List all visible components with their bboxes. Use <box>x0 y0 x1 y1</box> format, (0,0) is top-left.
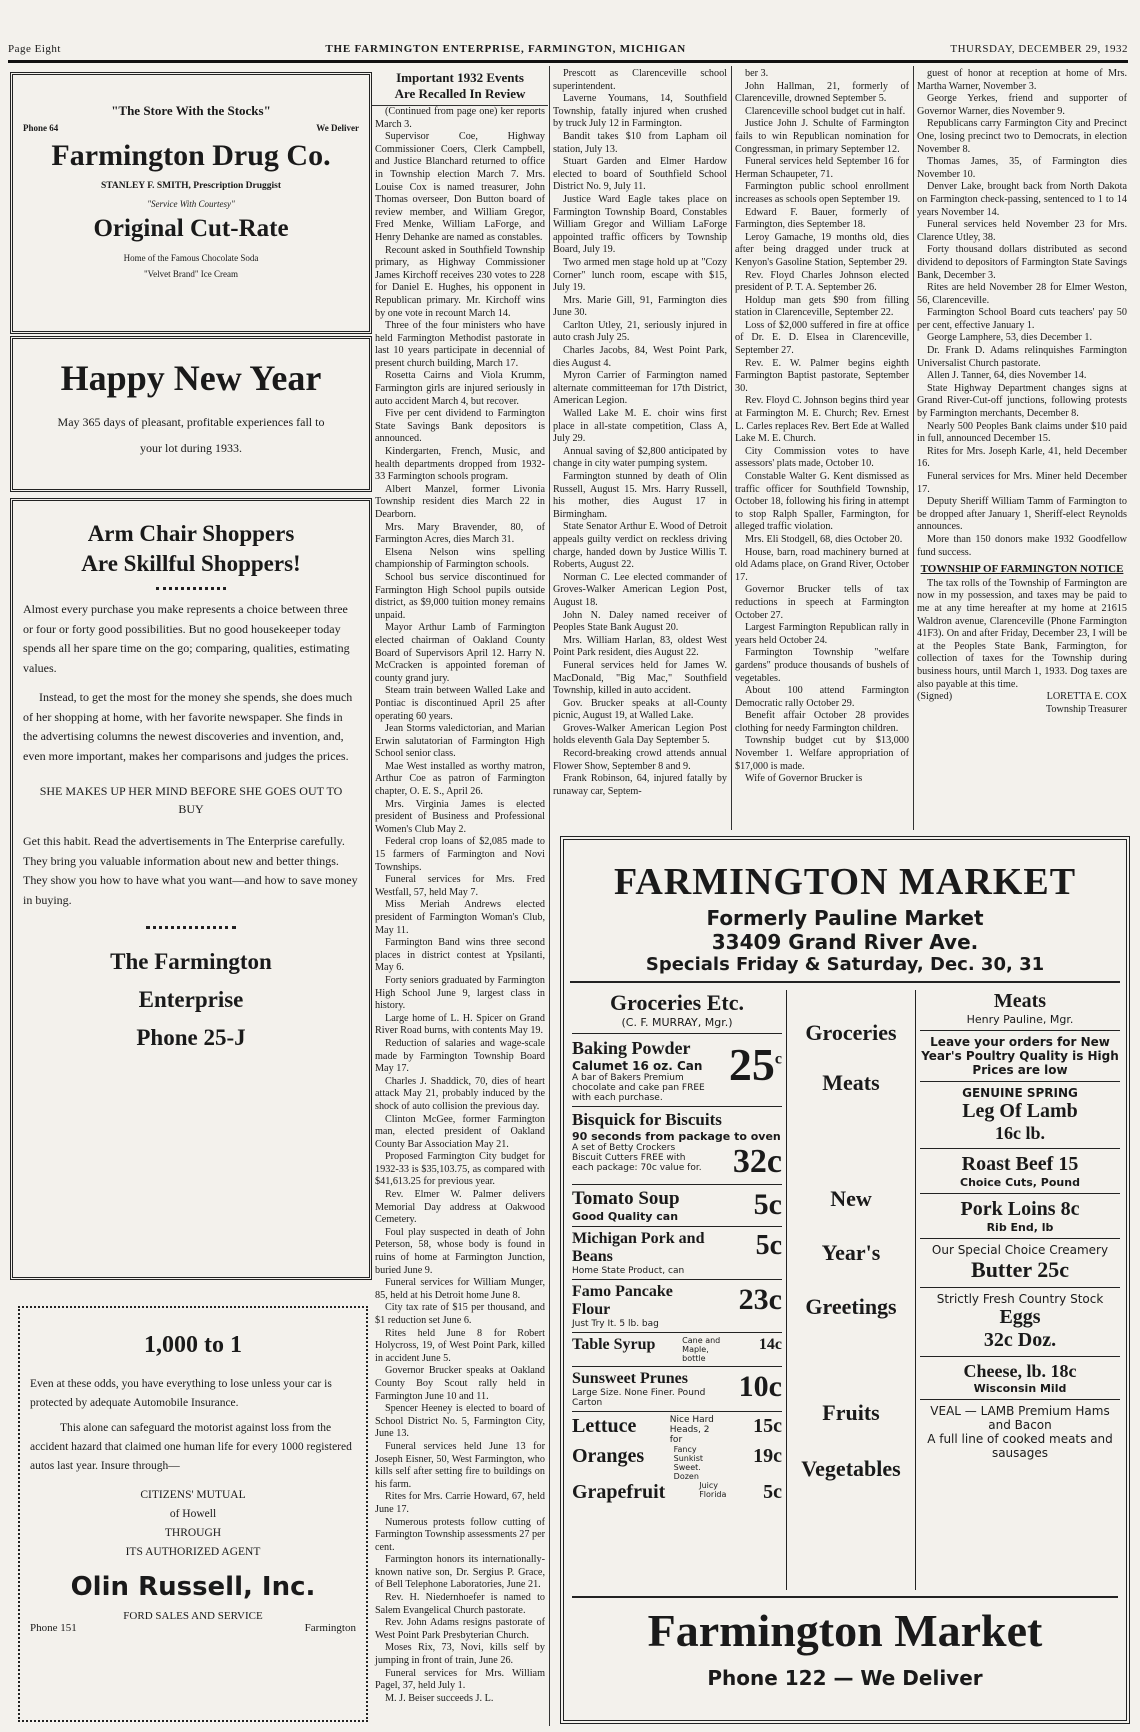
grapefruit-sub: Juicy Florida <box>699 1481 727 1499</box>
review-item: Five per cent dividend to Farmington State Savings Bank depositors is announced. <box>375 408 545 445</box>
review-item: Funeral services for William Munger, 85, held at his Detroit home June 8. <box>375 1277 545 1301</box>
review-item: Forty seniors graduated by Farmington High School June 9, largest class in history. <box>375 974 545 1012</box>
review-item: Mrs. Eli Stodgell, 68, dies October 20. <box>745 533 903 545</box>
review-item: State Senator Arthur E. Wood of Detroit appeals guilty verdict on reckless driving charge, handed down by Justice Willis T. Roberts, August 22. <box>553 521 727 571</box>
review-item: Charles J. Shaddick, 70, dies of heart attack May 21, probably induced by the shock of auto collision the previous day. <box>375 1075 545 1112</box>
review-item: Myron Carrier of Farmington named alternate committeeman for 17th District, American Legion. <box>553 370 727 407</box>
sunsweet-prunes: Sunsweet Prunes <box>572 1370 689 1387</box>
review-item: Township budget cut by $13,000 November 1. Welfare appropriation of $17,000 is made. <box>735 735 909 772</box>
review-item: Carlton Utley, 21, seriously injured in auto crash July 25. <box>553 319 727 344</box>
page-header <box>8 40 1128 58</box>
armchair-mind: SHE MAKES UP HER MIND BEFORE SHE GOES OUT TO BUY <box>39 784 343 816</box>
review-item: (Continued from page one) ker reports March 3. <box>375 106 545 130</box>
tomato-soup: Tomato Soup <box>572 1188 680 1209</box>
review-item: Farmington Township "welfare gardens" produce thousands of bushels of vegetables. <box>735 647 909 684</box>
famo-flour-price: 23c <box>738 1283 782 1316</box>
review-item: Kindergarten, French, Music, and health departments dropped from 1932-33 Farmington schools program. <box>375 446 545 483</box>
new-year-title: Happy New Year <box>60 358 322 398</box>
pork-beans: Michigan Pork and Beans <box>572 1230 705 1265</box>
review-item: Rites for Mrs. Carrie Howard, 67, held June 17. <box>375 1491 545 1515</box>
review-item: Mae West installed as worthy matron, Arthur Coe as patron of Farmington chapter, O. E. S., April 26. <box>375 760 545 798</box>
review-item: Steam train between Walled Lake and Pontiac is discontinued April 25 after operating 60 years. <box>375 685 545 722</box>
lettuce-price: 15c <box>753 1415 782 1437</box>
roast-beef: Roast Beef 15 <box>961 1153 1079 1175</box>
review-item: Groves-Walker American Legion Post holds eleventh Gala Day September 5. <box>553 722 727 747</box>
review-item: Recount asked in Southfield Township primary, as Highway Commissioner James Kirchoff receives 230 votes to 228 for Daniel E. Hughes, his opponent in Republican primary. Mr. Kirchoff wins by one vote in recount March 14. <box>375 244 545 319</box>
table-syrup: Table Syrup <box>572 1336 656 1353</box>
review-item: Funeral services for Mrs. William Pagel, 37, held July 1. <box>375 1667 545 1692</box>
review-item: Rites held June 8 for Robert Holycross, 19, of West Point Park, killed in accident June 5. <box>375 1327 545 1364</box>
review-item: Supervisor Coe, Highway Commissioner Coers, Clerk Campbell, and Justice Blanchard returned to office in Township election March 7. Mrs. Louise Cox is named treasurer, John Thomas overseer, Don Button board of review member, and William Gregor, Fred Menke, William LaForge, and Henry Dehanke are named as constables. <box>375 131 545 243</box>
insurance-title: 1,000 to 1 <box>144 1332 242 1358</box>
review-item: Laverne Youmans, 14, Southfield Township, fatally injured when crushed by truck July 12 in Farmington. <box>553 93 727 130</box>
review-item: Governor Brucker tells of tax reductions in speech at Farmington October 27. <box>735 584 909 621</box>
review-item: Farmington stunned by death of Olin Russell, August 15. Mrs. Harry Russell, his mother, dies August 17 in Birmingham. <box>553 471 727 520</box>
review-item: Funeral services held November 23 for Mrs. Clarence Utley, 38. <box>917 219 1127 243</box>
review-item: Republicans carry Farmington City and Precinct One, losing precinct two to Democrats, in election November 8. <box>917 118 1127 155</box>
eggs-price: 32c Doz. <box>983 1329 1057 1351</box>
mid-fruits: Fruits <box>822 1400 880 1425</box>
review-item: Dr. Frank D. Adams relinquishes Farmington Universalist Church pastorate. <box>917 345 1127 369</box>
groceries-head: Groceries Etc. <box>610 990 744 1015</box>
review-item: Walled Lake M. E. choir wins first place in all-state competition, Class A, July 29. <box>553 408 727 445</box>
insurance-through: THROUGH <box>164 1527 222 1539</box>
poultry-orders: Leave your orders for New Year's Poultry Quality is High Prices are low <box>921 1035 1119 1077</box>
groceries-column <box>572 990 782 1590</box>
notice-heading: TOWNSHIP OF FARMINGTON NOTICE <box>920 563 1124 576</box>
armchair-p3: Get this habit. Read the advertisements in The Enterprise carefully. They bring you valuable information about new and better things. They show you how to have what you want—and how to save money in buying. <box>23 834 358 907</box>
roast-beef-sub: Choice Cuts, Pound <box>960 1176 1080 1189</box>
armchair-title-2: Are Skillful Shoppers! <box>81 551 301 576</box>
prunes-sub: Large Size. None Finer. Pound Carton <box>572 1388 706 1408</box>
baking-powder-sub: Calumet 16 oz. Can <box>572 1059 703 1073</box>
review-item: Loss of $2,000 suffered in fire at office of Dr. E. D. Elsea in Clarenceville, September 27. <box>735 319 909 357</box>
insurance-howell: of Howell <box>169 1508 217 1520</box>
review-item: Record-breaking crowd attends annual Flower Show, September 8 and 9. <box>553 748 727 772</box>
pork-loins: Pork Loins 8c <box>960 1198 1080 1220</box>
greetings-column <box>786 990 916 1590</box>
review-item: Farmington public school enrollment increases as schools open September 19. <box>735 181 909 205</box>
cooked-meats: A full line of cooked meats and sausages <box>927 1432 1113 1460</box>
famo-flour: Famo Pancake Flour <box>572 1283 673 1318</box>
ornament-rule <box>156 587 226 590</box>
review-item: Norman C. Lee elected commander of Groves-Walker American Legion Post, August 18. <box>553 571 727 608</box>
review-item: Rites for Mrs. Joseph Karle, 41, held December 16. <box>917 445 1127 470</box>
armchair-p1: Almost every purchase you make represents a choice between three or four or forty good possibilities. But no good housekeeper today spends all her spare time on the go; comparing, qualities, estimating values. <box>23 602 350 675</box>
insurance-ad <box>18 1306 368 1722</box>
review-item: George Lamphere, 53, dies December 1. <box>927 332 1093 344</box>
review-item: House, barn, road machinery burned at old Adams place, on Grand River, October 17. <box>735 546 909 583</box>
review-column-3 <box>732 68 912 830</box>
review-item: Clinton McGee, former Farmington man, elected president of Oakland County Bar Association May 21. <box>375 1113 545 1150</box>
market-footer-name: Farmington Market <box>647 1605 1043 1656</box>
insurance-agent: ITS AUTHORIZED AGENT <box>125 1546 261 1558</box>
drug-service: "Service With Courtesy" <box>147 199 235 209</box>
newspaper-title: THE FARMINGTON ENTERPRISE, FARMINGTON, MICHIGAN <box>325 43 687 55</box>
armchair-title-1: Arm Chair Shoppers <box>87 521 295 546</box>
review-item: Rev. E. W. Palmer begins eighth Farmington Baptist pastorate, September 30. <box>735 357 909 394</box>
insurance-phone: Phone 151 <box>30 1622 77 1634</box>
review-item: Three of the four ministers who have held Farmington Methodist pastorate in last 10 years participate in decennial of present church building, March 17. <box>375 320 545 369</box>
insurance-agency: Olin Russell, Inc. <box>70 1572 316 1602</box>
market-formerly: Formerly Pauline Market <box>706 906 984 930</box>
review-item: Justice John J. Schulte of Farmington fails to win Republican nomination for Congressman, in primary September 12. <box>735 118 909 155</box>
review-item: Stuart Garden and Elmer Hardow elected to board of Southfield School District No. 9, July 11. <box>553 156 727 193</box>
review-item: Funeral services held June 13 for Joseph Eisner, 50, West Farmington, who kills self after setting fire to buildings on his farm. <box>375 1440 545 1490</box>
review-item: Prescott as Clarenceville school superintendent. <box>553 68 727 92</box>
review-item: Farmington School Board cuts teachers' pay 50 per cent, effective January 1. <box>917 307 1127 331</box>
meats-column <box>920 990 1120 1590</box>
fresh-country: Strictly Fresh Country Stock <box>936 1292 1104 1306</box>
review-item: Funeral services held September 16 for Herman Schaupeter, 71. <box>735 156 909 180</box>
cheese-sub: Wisconsin Mild <box>973 1382 1067 1395</box>
leg-of-lamb: Leg Of Lamb <box>962 1100 1078 1122</box>
review-column-4 <box>914 68 1130 830</box>
table-syrup-price: 14c <box>758 1336 782 1353</box>
review-column-2 <box>550 68 730 830</box>
butter: Butter 25c <box>971 1257 1069 1282</box>
oranges: Oranges <box>572 1445 645 1467</box>
armchair-shoppers-ad <box>10 498 372 1280</box>
review-item: Farmington honors its internationally-known native son, Dr. Sergius P. Grace, of Bell Telephone Laboratories, June 21. <box>375 1554 545 1591</box>
review-item: Thomas James, 35, of Farmington dies November 10. <box>917 156 1127 180</box>
insurance-mutual: CITIZENS' MUTUAL <box>140 1489 246 1501</box>
drug-slogan: "The Store With the Stocks" <box>111 103 271 118</box>
cents-sign: c <box>774 1050 782 1068</box>
review-item: Farmington Band wins three second places in district contest at Ypsilanti, May 6. <box>375 937 545 974</box>
review-item: Jean Storms valedictorian, and Marian Erwin salutatorian of Farmington High School senior class. <box>375 723 545 760</box>
review-item: Funeral services for Mrs. Miner held December 17. <box>917 471 1127 495</box>
review-item: Mrs. Marie Gill, 91, Farmington dies June 30. <box>553 294 727 319</box>
review-item: State Highway Department changes signs at Grand River-Cut-off junctions, following protests by Farmington merchants, December 8. <box>917 382 1127 420</box>
review-item: Forty thousand dollars distributed as second dividend to depositors of Farmington State Savings Bank, December 3. <box>917 244 1127 281</box>
issue-date: THURSDAY, DECEMBER 29, 1932 <box>950 43 1128 55</box>
lamb-price: 16c lb. <box>994 1123 1045 1143</box>
insurance-town: Farmington <box>304 1622 356 1634</box>
meats-head: Meats <box>993 990 1047 1012</box>
review-item: Miss Meriah Andrews elected president of Farmington Woman's Club, May 11. <box>375 899 545 936</box>
bisquick-price: 32c <box>732 1143 782 1180</box>
review-item: Rev. Floyd Charles Johnson elected president of P. T. A. September 26. <box>735 269 909 294</box>
review-item: Rev. John Adams resigns pastorate of West Point Park Presbyterian Church. <box>375 1617 545 1641</box>
review-item: Leroy Gamache, 19 months old, dies after being dragged under truck at Kenyon's Gasoline Station, September 29. <box>735 231 909 268</box>
review-head-2: Are Recalled In Review <box>394 86 526 101</box>
tomato-soup-price: 5c <box>753 1188 782 1221</box>
review-item: Gov. Brucker speaks at all-County picnic, August 19, at Walled Lake. <box>553 697 727 722</box>
grapefruit: Grapefruit <box>572 1481 666 1503</box>
review-column-1 <box>372 106 548 1724</box>
review-item: Wife of Governor Brucker is <box>745 773 863 785</box>
review-item: John N. Daley named receiver of Peoples State Bank August 20. <box>553 609 727 634</box>
review-item: M. J. Beiser succeeds J. L. <box>385 1692 494 1704</box>
review-item: Charles Jacobs, 84, West Point Park, dies August 4. <box>553 345 727 369</box>
market-address: 33409 Grand River Ave. <box>711 930 979 954</box>
review-item: Albert Manzel, former Livonia Township resident dies March 22 in Dearborn. <box>375 483 545 520</box>
review-item: Funeral services held for James W. MacDonald, "Big Mac," Southfield Township, killed in auto accident. <box>553 659 727 697</box>
review-item: City tax rate of $15 per thousand, and $1 reduction set June 6. <box>375 1302 545 1326</box>
famo-flour-sub: Just Try It. 5 lb. bag <box>572 1319 659 1329</box>
tomato-soup-sub: Good Quality can <box>572 1210 679 1223</box>
notice-signer: LORETTA E. COX <box>1046 691 1127 703</box>
review-item: George Yerkes, friend and supporter of Governor Warner, dies November 9. <box>917 93 1127 117</box>
review-item: John Hallman, 21, formerly of Clarenceville, drowned September 5. <box>735 80 909 105</box>
bisquick-sub: 90 seconds from package to oven <box>572 1130 781 1143</box>
notice-signer-title: Township Treasurer <box>1045 703 1127 715</box>
mid-years: Year's <box>821 1240 881 1265</box>
genuine-spring: GENUINE SPRING <box>962 1086 1078 1100</box>
review-item: Governor Brucker speaks at Oakland County Boy Scout rally held in Farmington June 10 and 11. <box>375 1365 545 1402</box>
review-item: Clarenceville school budget cut in half. <box>745 105 906 117</box>
baking-powder-price: 25 <box>728 1039 775 1090</box>
market-name: FARMINGTON MARKET <box>613 861 1077 903</box>
pork-loins-sub: Rib End, lb <box>986 1221 1054 1234</box>
pork-beans-price: 5c <box>755 1230 782 1261</box>
review-item: Denver Lake, brought back from North Dakota on Farmington check-passing, sentenced to 1 to 14 years November 14. <box>917 181 1127 218</box>
special-creamery: Our Special Choice Creamery <box>931 1243 1109 1257</box>
farmington-market-ad <box>560 836 1130 1724</box>
review-item: Mayor Arthur Lamb of Farmington elected chairman of Oakland County Board of Supervisors April 12. Harry N. McCracken is appointed foreman of county grand jury. <box>375 622 545 684</box>
review-item: Justice Ward Eagle takes place on Farmington Township Board, Constables William Gregor and William LaForge appointed traffic officers by Township Board, July 19. <box>553 193 727 256</box>
review-headline <box>372 70 548 106</box>
new-year-ad <box>10 336 372 492</box>
drug-name: Farmington Drug Co. <box>51 139 331 172</box>
review-item: About 100 attend Farmington Democratic rally October 29. <box>735 685 909 709</box>
review-item: Rev. Elmer W. Palmer delivers Memorial Day address at Oakwood Cemetery. <box>375 1189 545 1226</box>
drug-phone: Phone 64 <box>23 123 59 133</box>
mid-groceries: Groceries <box>805 1020 897 1045</box>
mid-meats: Meats <box>822 1070 880 1095</box>
review-item: Spencer Heeney is elected to board of School District No. 5, Farmington City, June 13. <box>375 1403 545 1440</box>
mid-new: New <box>830 1186 872 1211</box>
grapefruit-price: 5c <box>763 1481 782 1503</box>
oranges-price: 19c <box>753 1445 782 1467</box>
lettuce-sub: Nice Hard Heads, 2 for <box>669 1415 714 1445</box>
baking-powder: Baking Powder <box>572 1038 691 1058</box>
prunes-price: 10c <box>738 1370 782 1403</box>
review-item: Two armed men stage hold up at "Cozy Corner" lunch room, escape with $15, July 19. <box>553 256 727 294</box>
review-item: Nearly 500 Peoples Bank claims under $10 paid in full, announced December 15. <box>917 420 1127 445</box>
review-item: Rites are held November 28 for Elmer Weston, 56, Clarenceville. <box>917 282 1127 306</box>
bisquick-desc: A set of Betty Crockers Biscuit Cutters FREE with each package: 70c value for. <box>572 1143 702 1173</box>
review-item: Reduction of salaries and wage-scale made by Farmington Township Board May 17. <box>375 1037 545 1075</box>
review-head-1: Important 1932 Events <box>396 70 524 85</box>
review-item: Allen J. Tanner, 64, dies November 14. <box>927 370 1087 382</box>
cheese: Cheese, lb. 18c <box>963 1361 1077 1381</box>
review-item: Mrs. Mary Bravender, 80, of Farmington Acres, dies March 31. <box>375 521 545 546</box>
review-item: ber 3. <box>745 68 769 79</box>
review-item: School bus service discontinued for Farmington High School pupils outside district, as $9,000 tuition money remains unpaid. <box>375 571 545 621</box>
insurance-p1: Even at these odds, you have everything to lose unless your car is protected by adequate Automobile Insurance. <box>30 1378 332 1409</box>
review-item: Elsena Nelson wins spelling championship of Farmington schools. <box>375 546 545 571</box>
review-item: Mrs. Virginia James is elected president of Business and Professional Women's Club May 2. <box>375 798 545 835</box>
eggs: Eggs <box>999 1306 1041 1328</box>
page-number: Page Eight <box>8 43 61 55</box>
review-item: Deputy Sheriff William Tamm of Farmington to be dropped after January 1, Sheriff-elect Reynolds announces. <box>917 496 1127 533</box>
mid-vegetables: Vegetables <box>801 1456 901 1481</box>
review-item: Bandit takes $10 from Lapham oil station, July 13. <box>553 130 727 155</box>
lettuce: Lettuce <box>572 1415 637 1437</box>
review-item: Rev. H. Niedernhoefer is named to Salem Evangelical Church pastorate. <box>375 1592 545 1616</box>
bisquick: Bisquick for Biscuits <box>572 1110 722 1129</box>
review-item: Mrs. William Harlan, 83, oldest West Point Park resident, dies August 22. <box>553 634 727 659</box>
armchair-p2: Instead, to get the most for the money she spends, she does much of her shopping at home, with her favorite newspaper. She finds in the advertising columns the newest discoveries and invention, and, even more important, makes her comparisons and judges the prices. <box>23 690 353 763</box>
enterprise-phone: Phone 25-J <box>136 1025 246 1050</box>
review-item: City Commission votes to have assessors' plats made, October 10. <box>735 445 909 470</box>
insurance-ford: FORD SALES AND SERVICE <box>123 1610 263 1622</box>
header-rule <box>8 60 1128 63</box>
enterprise-name-2: Enterprise <box>138 987 244 1012</box>
notice-text: The tax rolls of the Township of Farmington are now in my possession, and taxes may be paid to me at any time hereafter at my home at 21615 Waldron avenue, Clarenceville (Phone Farmington 41F3). On and after Friday, December 23, I will be at the Peoples State Bank, Farmington, for collection of taxes for the Township during business hours, until March 1, 1933. Dog taxes are also payable at this time. <box>917 577 1127 690</box>
meats-mgr: Henry Pauline, Mgr. <box>966 1013 1074 1026</box>
market-specials: Specials Friday & Saturday, Dec. 30, 31 <box>645 954 1045 975</box>
ornament-rule-2 <box>146 926 236 929</box>
new-year-text: May 365 days of pleasant, profitable experiences fall to your lot during 1933. <box>57 415 325 455</box>
drug-deliver: We Deliver <box>316 123 359 133</box>
review-item: Rev. Floyd C. Johnson begins third year at Farmington M. E. Church; Rev. Ernest L. Carles replaces Rev. Bert Ede at Walled Lake M. E. Church. <box>735 395 909 445</box>
review-item: Numerous protests follow cutting of Farmington Township assessments 27 per cent. <box>375 1516 546 1553</box>
review-item: Federal crop loans of $2,085 made to 15 farmers of Farmington and Novi Townships. <box>375 836 545 873</box>
drug-druggist: STANLEY F. SMITH, Prescription Druggist <box>101 181 281 191</box>
review-item: Annual saving of $2,800 anticipated by change in city water pumping system. <box>553 445 727 470</box>
drug-cutrate: Original Cut-Rate <box>93 215 289 242</box>
review-item: Rosetta Cairns and Viola Krumm, Farmington girls are injured seriously in auto accident March 4, but recover. <box>375 370 545 407</box>
groceries-mgr: (C. F. MURRAY, Mgr.) <box>621 1016 733 1029</box>
veal-lamb: VEAL — LAMB Premium Hams and Bacon <box>930 1404 1110 1432</box>
review-item: Largest Farmington Republican rally in years held October 24. <box>735 622 909 646</box>
review-item: Proposed Farmington City budget for 1932-33 is $35,103.75, as compared with $41,613.25 for previous year. <box>375 1151 545 1188</box>
enterprise-name-1: The Farmington <box>110 949 272 974</box>
table-syrup-sub: Cane and Maple, bottle <box>682 1336 721 1363</box>
review-item: Large home of L. H. Spicer on Grand River Road burns, with contents May 19. <box>375 1012 545 1037</box>
review-item: Moses Rix, 73, Novi, kills self by jumping in front of train, June 26. <box>375 1642 545 1667</box>
review-item: Funeral services for Mrs. Fred Westfall, 57, held May 7. <box>375 874 545 898</box>
review-item: guest of honor at reception at home of Mrs. Martha Warner, November 3. <box>917 68 1127 92</box>
market-footer-phone: Phone 122 — We Deliver <box>707 1666 983 1690</box>
review-item: Benefit affair October 28 provides clothing for needy Farmington children. <box>735 710 909 734</box>
drug-home: Home of the Famous Chocolate Soda <box>123 253 259 263</box>
review-item: Constable Walter G. Kent dismissed as traffic officer for Southfield Township, October 18, following his firing in attempt to stop Ralph Spaller, Farmington, for alleged traffic violation. <box>735 471 909 533</box>
baking-powder-desc: A bar of Bakers Premium chocolate and cake pan FREE with each purchase. <box>572 1073 705 1103</box>
mid-greetings: Greetings <box>805 1294 897 1319</box>
review-item: Foul play suspected in death of John Peterson, 58, whose body is found in ruins of home at Farmington Junction, buried June 9. <box>375 1226 545 1276</box>
insurance-p2: This alone can safeguard the motorist against loss from the accident hazard that claimed one human life for every 1000 registered autos last year. Insure through— <box>30 1422 352 1472</box>
drug-velvet: "Velvet Brand" Ice Cream <box>143 269 239 279</box>
review-item: Frank Robinson, 64, injured fatally by runaway car, Septem- <box>553 773 727 797</box>
review-item: More than 150 donors make 1932 Goodfellow fund success. <box>917 533 1127 558</box>
drug-store-ad <box>10 72 372 334</box>
notice-signed: (Signed) <box>917 691 953 703</box>
oranges-sub: Fancy Sunkist Sweet. Dozen <box>673 1445 704 1481</box>
review-item: Holdup man gets $90 from filling station in Clarenceville, September 22. <box>735 294 909 319</box>
pork-beans-sub: Home State Product, can <box>572 1266 685 1276</box>
review-item: Edward F. Bauer, formerly of Farmington, dies September 18. <box>735 206 909 231</box>
